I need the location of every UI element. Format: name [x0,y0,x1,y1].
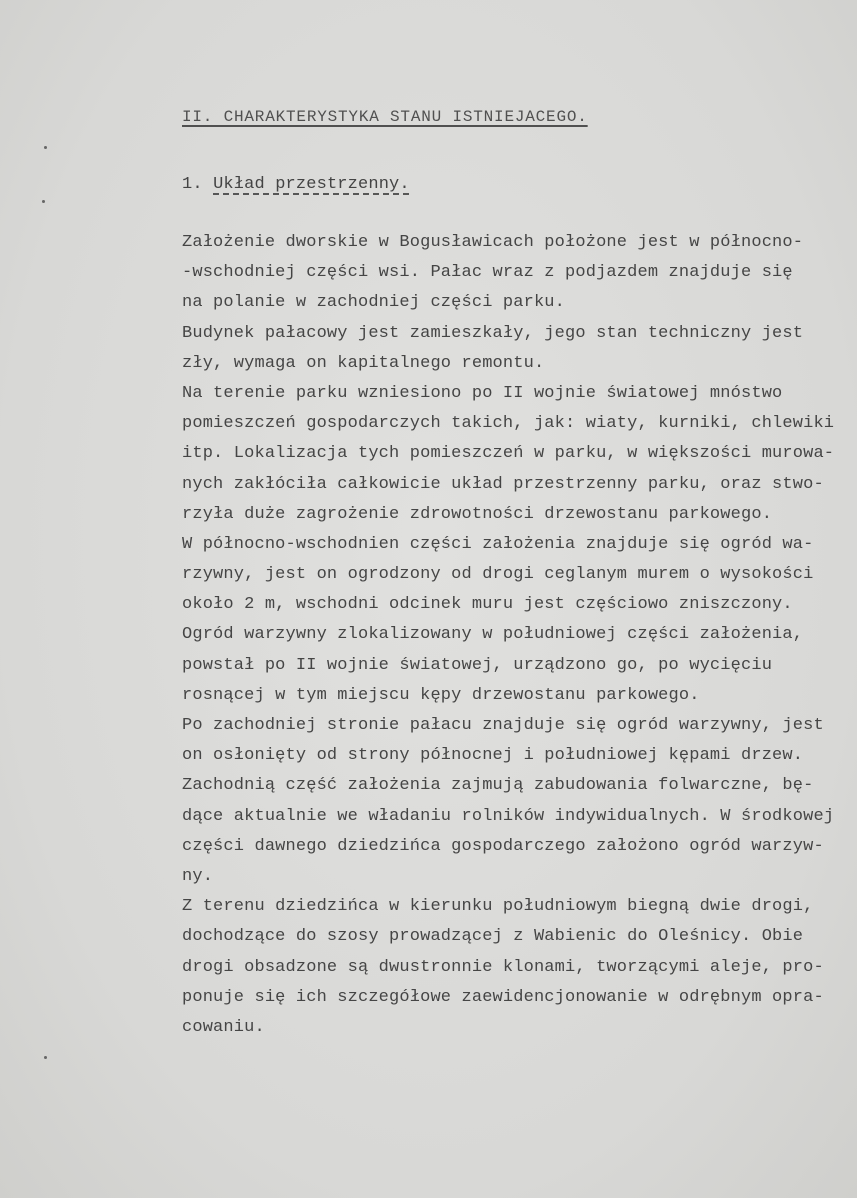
section-title: Układ przestrzenny. [213,175,410,194]
text-line: rzywny, jest on ogrodzony od drogi ceglanym murem o wysokości [182,565,814,585]
text-line: Po zachodniej stronie pałacu znajduje się ogród warzywny, jest [182,716,824,735]
text-line: W północno-wschodnien części założenia znajduje się ogród wa- [182,534,814,554]
text-line: na polanie w zachodniej części parku. [182,293,566,313]
text-line: dące aktualnie we władaniu rolników indywidualnych. W środkowej [182,806,835,826]
text-line: Na terenie parku wzniesiono po II wojnie światowej mnóstwo [182,383,783,403]
text-line: Zachodnią część założenia zajmują zabudowania folwarczne, bę- [182,776,814,796]
text-line: powstał po II wojnie światowej, urządzono go, po wycięciu [182,655,773,675]
text-line: pomieszczeń gospodarczych takich, jak: wiaty, kurniki, chlewiki [182,414,835,434]
punch-mark [44,1056,47,1059]
text-line: ny. [182,866,214,886]
text-line: ponuje się ich szczegółowe zaewidencjonowanie w odrębnym opra- [182,987,824,1007]
text-line: Budynek pałacowy jest zamieszkały, jego stan techniczny jest [182,323,804,343]
punch-mark [44,146,47,149]
text-line: dochodzące do szosy prowadzącej z Wabienic do Oleśnicy. Obie [182,927,804,947]
text-line: zły, wymaga on kapitalnego remontu. [182,353,545,373]
text-line: rzyła duże zagrożenie zdrowotności drzewostanu parkowego. [182,504,773,524]
document-body [182,228,842,1043]
section-number: 1. [182,175,203,194]
text-line: rosnącej w tym miejscu kępy drzewostanu parkowego. [182,685,700,705]
text-line: Ogród warzywny zlokalizowany w południowej części założenia, [182,625,804,645]
text-line: nych zakłóciła całkowicie układ przestrzenny parku, oraz stwo- [182,474,824,494]
punch-mark [42,200,45,203]
text-line: cowaniu. [182,1017,265,1037]
text-line: Z terenu dziedzińca w kierunku południowym biegną dwie drogi, [182,897,814,917]
text-line: -wschodniej części wsi. Pałac wraz z podjazdem znajduje się [182,263,793,283]
text-line: drogi obsadzone są dwustronnie klonami, tworzącymi aleje, pro- [182,957,824,977]
text-line: około 2 m, wschodni odcinek muru jest częściowo zniszczony. [182,595,793,615]
document-title: II. CHARAKTERYSTYKA STANU ISTNIEJACEGO. [182,108,588,126]
text-line: części dawnego dziedzińca gospodarczego założono ogród warzyw- [182,836,824,856]
text-line: Założenie dworskie w Bogusławicach położone jest w północno- [182,233,804,252]
text-line: on osłonięty od strony północnej i południowej kępami drzew. [182,746,804,766]
text-line: itp. Lokalizacja tych pomieszczeń w parku, w większości murowa- [182,444,835,464]
section-heading [182,175,410,194]
